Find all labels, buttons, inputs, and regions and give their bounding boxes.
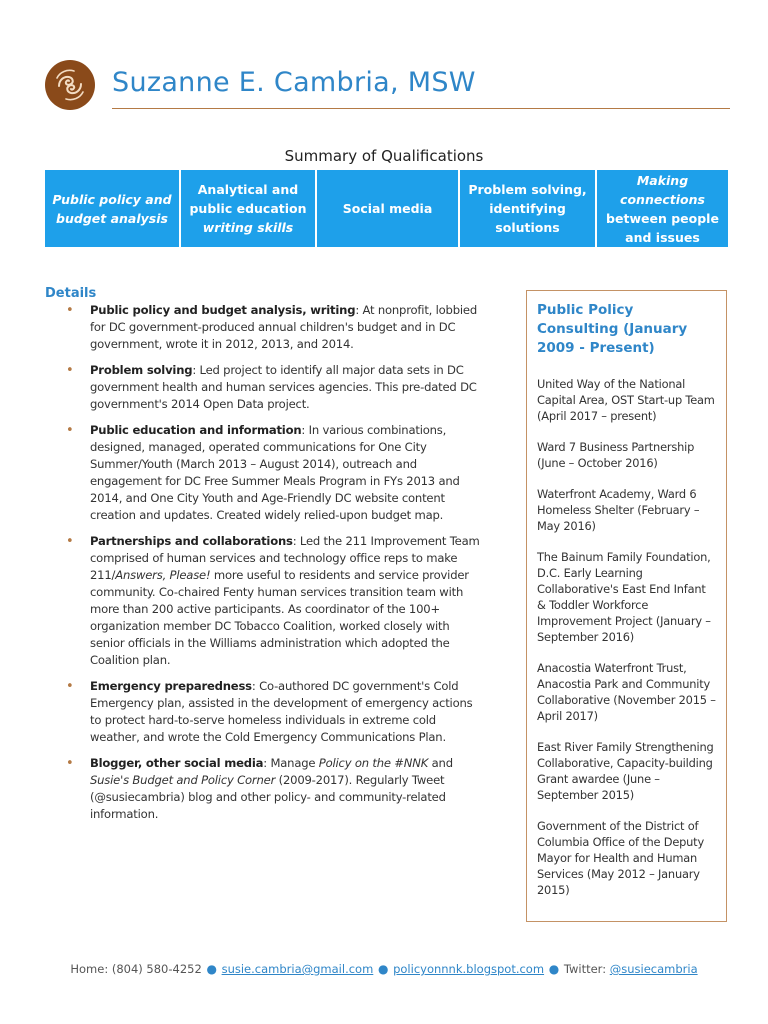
item-lead: Blogger, other social media: [90, 756, 264, 770]
header-divider: [112, 108, 730, 109]
qualifications-table: [45, 170, 728, 247]
qualification-line: connections: [620, 191, 705, 207]
qualification-cell: [317, 170, 458, 247]
list-item: [64, 755, 484, 823]
qualification-line: public education: [189, 201, 307, 216]
details-list: [64, 302, 484, 832]
email-link[interactable]: susie.cambria@gmail.com: [221, 962, 374, 976]
list-item: [64, 362, 484, 413]
home-phone: Home: (804) 580-4252: [70, 962, 202, 976]
item-text: : At nonprofit, lobbied for DC government-produced annual children's budget and in DC government, wrote it in 2012, 2013, and 2014.: [90, 303, 477, 351]
qualification-line: and issues: [625, 229, 700, 245]
qualification-cell: [460, 170, 595, 247]
sidebar-title: Public Policy Consulting (January 2009 - Present): [537, 302, 688, 356]
qualification-line: Public policy and: [52, 191, 172, 207]
sidebar-item: Government of the District of Columbia Office of the Deputy Mayor for Health and Human Services (May 2012 – January 2015): [537, 819, 704, 897]
twitter-link[interactable]: @susiecambria: [609, 962, 698, 976]
list-item: [64, 302, 484, 353]
item-emphasis: Susie's Budget and Policy Corner: [90, 773, 276, 787]
qualification-cell: [45, 170, 179, 247]
item-lead: Problem solving: [90, 363, 193, 377]
item-text: (2009-2017). Regularly Tweet (@susiecambria) blog and other policy- and community-related information.: [90, 773, 446, 821]
item-text: : In various combinations, designed, managed, operated communications for One City Summer/Youth (March 2013 – August 2014), outreach and engagement for DC Free Summer Meals Program in FYs 2013 and 2014, and One City Youth and Age-Friendly DC website content creation and updates. Created widely relied-upon budget map.: [90, 423, 460, 522]
footer-contact: [0, 962, 768, 976]
sidebar-item: East River Family Strengthening Collaborative, Capacity-building Grant awardee (June – September 2015): [537, 740, 714, 802]
item-text: and: [428, 756, 453, 770]
logo-icon: [45, 60, 95, 110]
qualification-line: Problem solving,: [468, 182, 587, 197]
item-text: : Led project to identify all major data sets in DC government health and human services agencies. This pre-dated DC government's 2014 Open Data project.: [90, 363, 477, 411]
qualification-line: solutions: [495, 220, 560, 235]
item-text: : Co-authored DC government's Cold Emergency plan, assisted in the development of emergency actions to protect hard-to-serve homeless individuals in extreme cold weather, and wrote the Cold Emergency Communications Plan.: [90, 679, 473, 744]
qualification-line: between people: [606, 210, 719, 226]
qualification-line: identifying: [489, 201, 566, 216]
item-lead: Partnerships and collaborations: [90, 534, 293, 548]
twitter-label: Twitter:: [563, 962, 607, 976]
item-emphasis: Answers, Please!: [115, 568, 211, 582]
sidebar-item: The Bainum Family Foundation, D.C. Early Learning Collaborative's East End Infant & Toddler Workforce Improvement Project (January – September 2016): [537, 550, 711, 644]
consulting-sidebar: [526, 290, 727, 922]
qualification-line: Analytical and: [197, 182, 299, 197]
sidebar-item: Anacostia Waterfront Trust, Anacostia Park and Community Collaborative (November 2015 – April 2017): [537, 661, 716, 723]
qualification-line: budget analysis: [56, 210, 168, 226]
sidebar-item: United Way of the National Capital Area, OST Start-up Team (April 2017 – present): [537, 377, 715, 423]
sidebar-item: Ward 7 Business Partnership (June – October 2016): [537, 440, 695, 470]
item-text: more useful to residents and service provider community. Co-chaired Fenty human services transition team with more than 200 active participants. As coordinator of the 100+ organization member DC Tobacco Coalition, worked closely with senior officials in the Williams administration which adopted the Coalition plan.: [90, 568, 469, 667]
qualification-cell: [597, 170, 728, 247]
logo-swirl-icon: [45, 60, 95, 110]
item-lead: Emergency preparedness: [90, 679, 252, 693]
item-text: : Manage: [263, 756, 319, 770]
item-emphasis: Policy on the #NNK: [318, 756, 429, 770]
list-item: [64, 422, 484, 524]
details-heading: Details: [45, 286, 97, 301]
item-text: : Led the 211 Improvement Team comprised of human services and technology office reps to make 211/: [90, 534, 480, 582]
list-item: [64, 533, 484, 669]
item-lead: Public policy and budget analysis, writing: [90, 303, 356, 317]
qualification-line: writing skills: [202, 220, 294, 235]
bullet-icon: ●: [548, 962, 560, 976]
qualification-line: Social media: [342, 201, 433, 216]
bullet-icon: ●: [206, 962, 217, 976]
list-item: [64, 678, 484, 746]
summary-title: Summary of Qualifications: [284, 147, 484, 165]
qualification-cell: [181, 170, 315, 247]
blog-link[interactable]: policyonnnk.blogspot.com: [393, 962, 545, 976]
item-lead: Public education and information: [90, 423, 302, 437]
bullet-icon: ●: [377, 962, 389, 976]
page-title: Suzanne E. Cambria, MSW: [112, 67, 476, 98]
qualification-line: Making: [636, 172, 689, 188]
sidebar-item: Waterfront Academy, Ward 6 Homeless Shelter (February – May 2016): [537, 487, 700, 533]
